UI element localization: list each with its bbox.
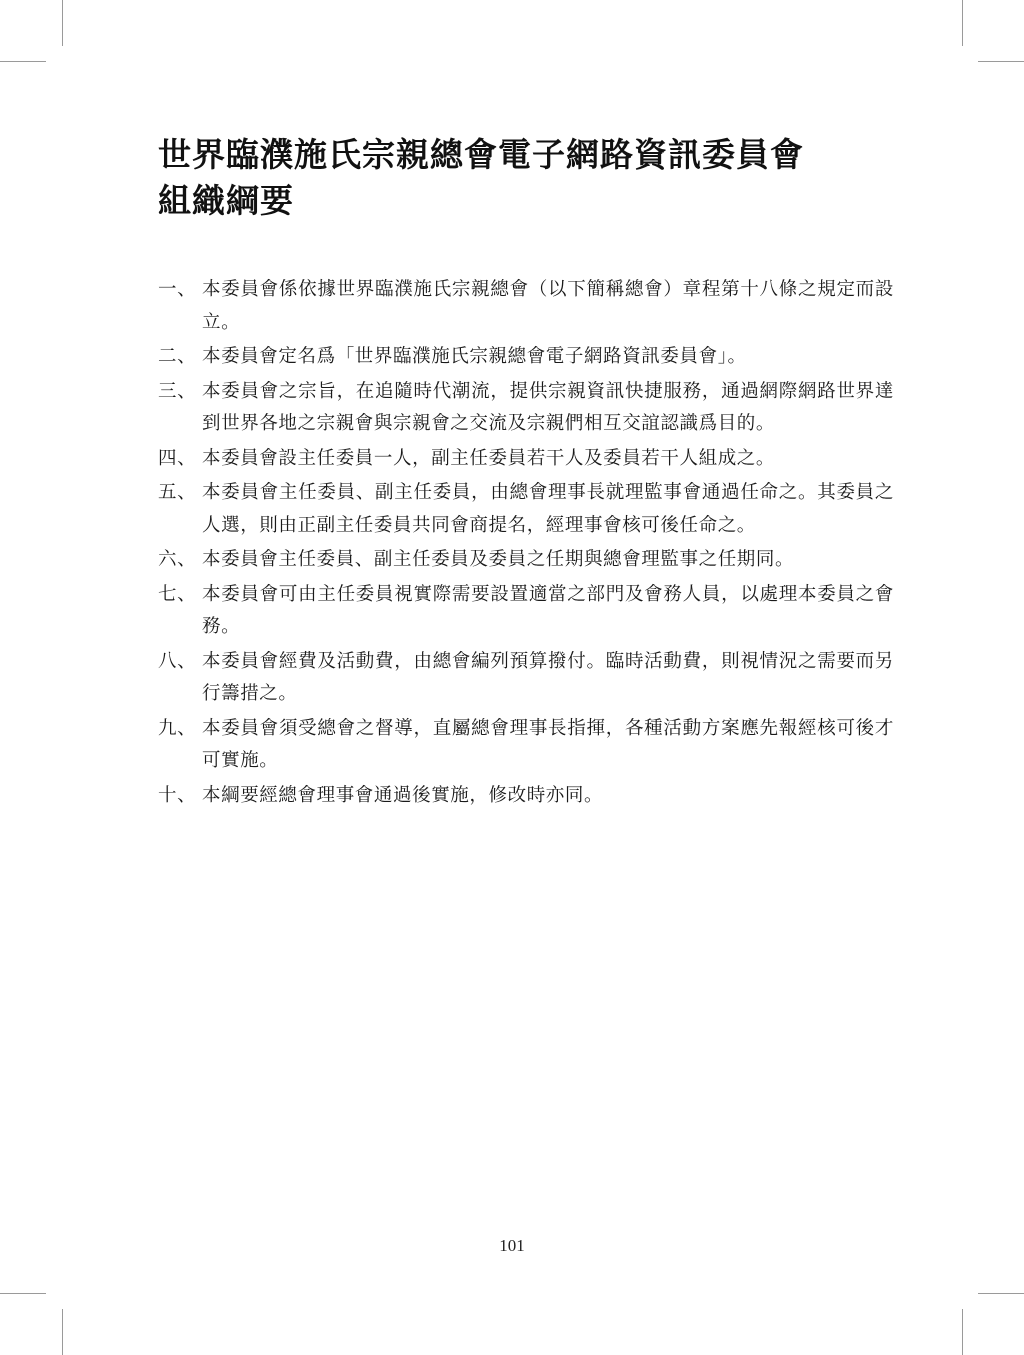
crop-mark <box>0 1293 46 1294</box>
article-number: 一、 <box>158 279 197 300</box>
article-text: 本委員會可由主任委員視實際需要設置適當之部門及會務人員，以處理本委員之會務。 <box>202 583 894 637</box>
article-number: 三、 <box>158 380 197 402</box>
article-number: 二、 <box>158 346 197 367</box>
document-title <box>158 132 898 224</box>
article-text: 本委員會之宗旨，在追隨時代潮流，提供宗親資訊快捷服務，通過網際網路世界達到世界各地之宗親會與宗親會之交流及宗親們相互交誼認識爲目的。 <box>202 380 894 434</box>
title-line-2: 組織綱要 <box>158 181 294 220</box>
article-item <box>158 376 894 441</box>
article-item <box>158 274 894 339</box>
crop-mark <box>978 1293 1024 1294</box>
crop-mark <box>62 0 63 46</box>
article-item <box>158 780 894 813</box>
article-text: 本委員會主任委員、副主任委員，由總會理事長就理監事會通過任命之。其委員之人選，則由正副主任委員共同會商提名，經理事會核可後任命之。 <box>202 482 894 536</box>
article-item <box>158 544 894 577</box>
article-number: 四、 <box>158 447 197 469</box>
article-item <box>158 579 894 644</box>
article-item <box>158 341 894 374</box>
crop-mark <box>962 0 963 46</box>
article-number: 五、 <box>158 482 197 503</box>
article-item <box>158 646 894 711</box>
article-number: 七、 <box>158 583 197 605</box>
article-text: 本委員會定名爲「世界臨濮施氏宗親總會電子網路資訊委員會」。 <box>202 346 747 367</box>
article-number: 八、 <box>158 650 197 672</box>
page-number: 101 <box>499 1236 525 1255</box>
article-list <box>158 274 894 814</box>
article-number: 九、 <box>158 717 197 739</box>
article-text: 本委員會須受總會之督導，直屬總會理事長指揮，各種活動方案應先報經核可後才可實施。 <box>202 717 894 771</box>
article-text: 本委員會主任委員、副主任委員及委員之任期與總會理監事之任期同。 <box>202 549 795 570</box>
article-text: 本委員會設主任委員一人，副主任委員若干人及委員若干人組成之。 <box>202 447 776 469</box>
article-text: 本委員會經費及活動費，由總會編列預算撥付。臨時活動費，則視情況之需要而另行籌措之。 <box>202 650 894 704</box>
article-number: 六、 <box>158 549 197 570</box>
article-item <box>158 443 894 476</box>
article-item <box>158 713 894 778</box>
article-text: 本委員會係依據世界臨濮施氏宗親總會（以下簡稱總會）章程第十八條之規定而設立。 <box>202 279 894 333</box>
article-item <box>158 477 894 542</box>
article-number: 十、 <box>158 784 197 806</box>
crop-mark <box>962 1309 963 1355</box>
title-line-1: 世界臨濮施氏宗親總會電子網路資訊委員會 <box>158 135 804 174</box>
article-text: 本綱要經總會理事會通過後實施，修改時亦同。 <box>202 784 604 806</box>
crop-mark <box>978 61 1024 62</box>
crop-mark <box>62 1309 63 1355</box>
crop-mark <box>0 61 46 62</box>
